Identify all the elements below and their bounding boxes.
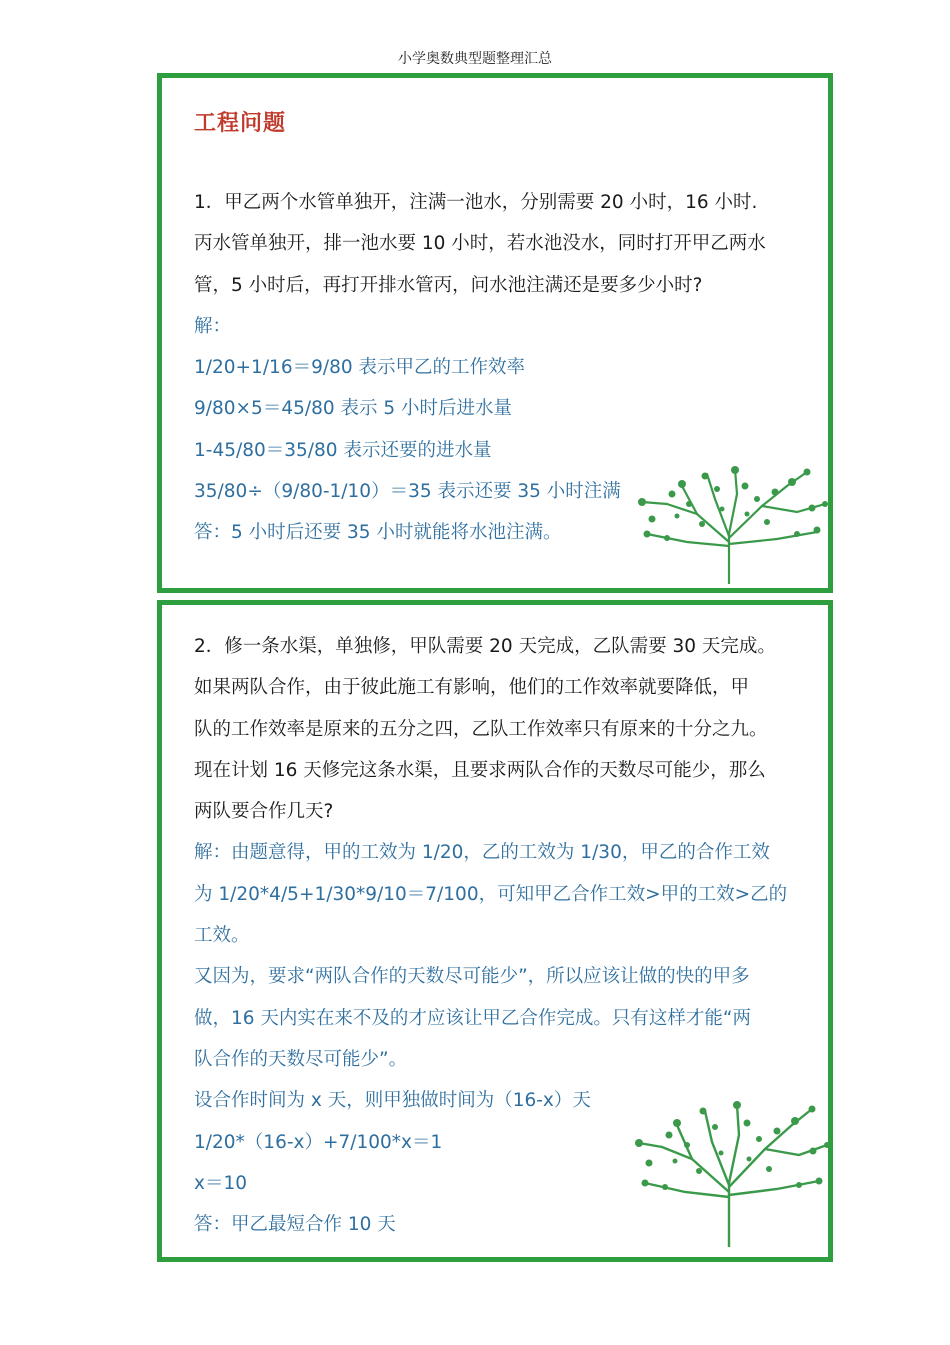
problem-card-2 <box>157 600 833 1262</box>
problem-2-line: 现在计划 16 天修完这条水渠，且要求两队合作的天数尽可能少，那么 <box>194 759 766 781</box>
problem-2-line: 2．修一条水渠，单独修，甲队需要 20 天完成，乙队需要 30 天完成。 <box>194 636 776 657</box>
solution-2-answer: 答：甲乙最短合作 10 天 <box>194 1214 396 1236</box>
tree-icon <box>627 464 832 584</box>
page-header: 小学奥数典型题整理汇总 <box>398 51 552 67</box>
problem-2-line: 两队要合作几天? <box>194 801 334 823</box>
solution-1-line: 解： <box>194 315 232 337</box>
solution-2-line: 做，16 天内实在来不及的才应该让甲乙合作完成。只有这样才能“两 <box>194 1007 752 1029</box>
solution-1-line: 35/80÷（9/80-1/10）＝35 表示还要 35 小时注满 <box>194 481 621 503</box>
solution-1-line: 1-45/80＝35/80 表示还要的进水量 <box>194 439 492 461</box>
solution-2-line: 工效。 <box>194 925 250 947</box>
solution-1-answer: 答：5 小时后还要 35 小时就能将水池注满。 <box>194 522 562 544</box>
problem-2-line: 队的工作效率是原来的五分之四，乙队工作效率只有原来的十分之九。 <box>194 718 768 740</box>
solution-2-line: 为 1/20*4/5+1/30*9/10＝7/100，可知甲乙合作工效>甲的工效>乙的 <box>194 883 788 905</box>
problem-2-line: 如果两队合作，由于彼此施工有影响，他们的工作效率就要降低，甲 <box>194 677 750 699</box>
solution-1-line: 9/80×5＝45/80 表示 5 小时后进水量 <box>194 398 513 420</box>
section-title: 工程问题 <box>194 111 287 136</box>
solution-2-line: x＝10 <box>194 1172 247 1194</box>
solution-2-line: 队合作的天数尽可能少”。 <box>194 1048 408 1070</box>
solution-2-line: 1/20*（16-x）+7/100*x＝1 <box>194 1131 443 1153</box>
tree-icon <box>627 1097 832 1247</box>
solution-2-line: 解：由题意得，甲的工效为 1/20，乙的工效为 1/30，甲乙的合作工效 <box>194 842 770 864</box>
problem-1-line: 丙水管单独开，排一池水要 10 小时，若水池没水，同时打开甲乙两水 <box>194 233 766 255</box>
solution-2-line: 又因为，要求“两队合作的天数尽可能少”，所以应该让做的快的甲多 <box>194 966 750 988</box>
problem-card-1 <box>157 73 833 593</box>
solution-2-line: 设合作时间为 x 天，则甲独做时间为（16-x）天 <box>194 1090 591 1112</box>
solution-1-line: 1/20+1/16＝9/80 表示甲乙的工作效率 <box>194 357 526 379</box>
problem-1-line: 管，5 小时后，再打开排水管丙，问水池注满还是要多少小时? <box>194 274 703 296</box>
problem-1-line: 1．甲乙两个水管单独开，注满一池水，分别需要 20 小时，16 小时. <box>194 192 758 213</box>
